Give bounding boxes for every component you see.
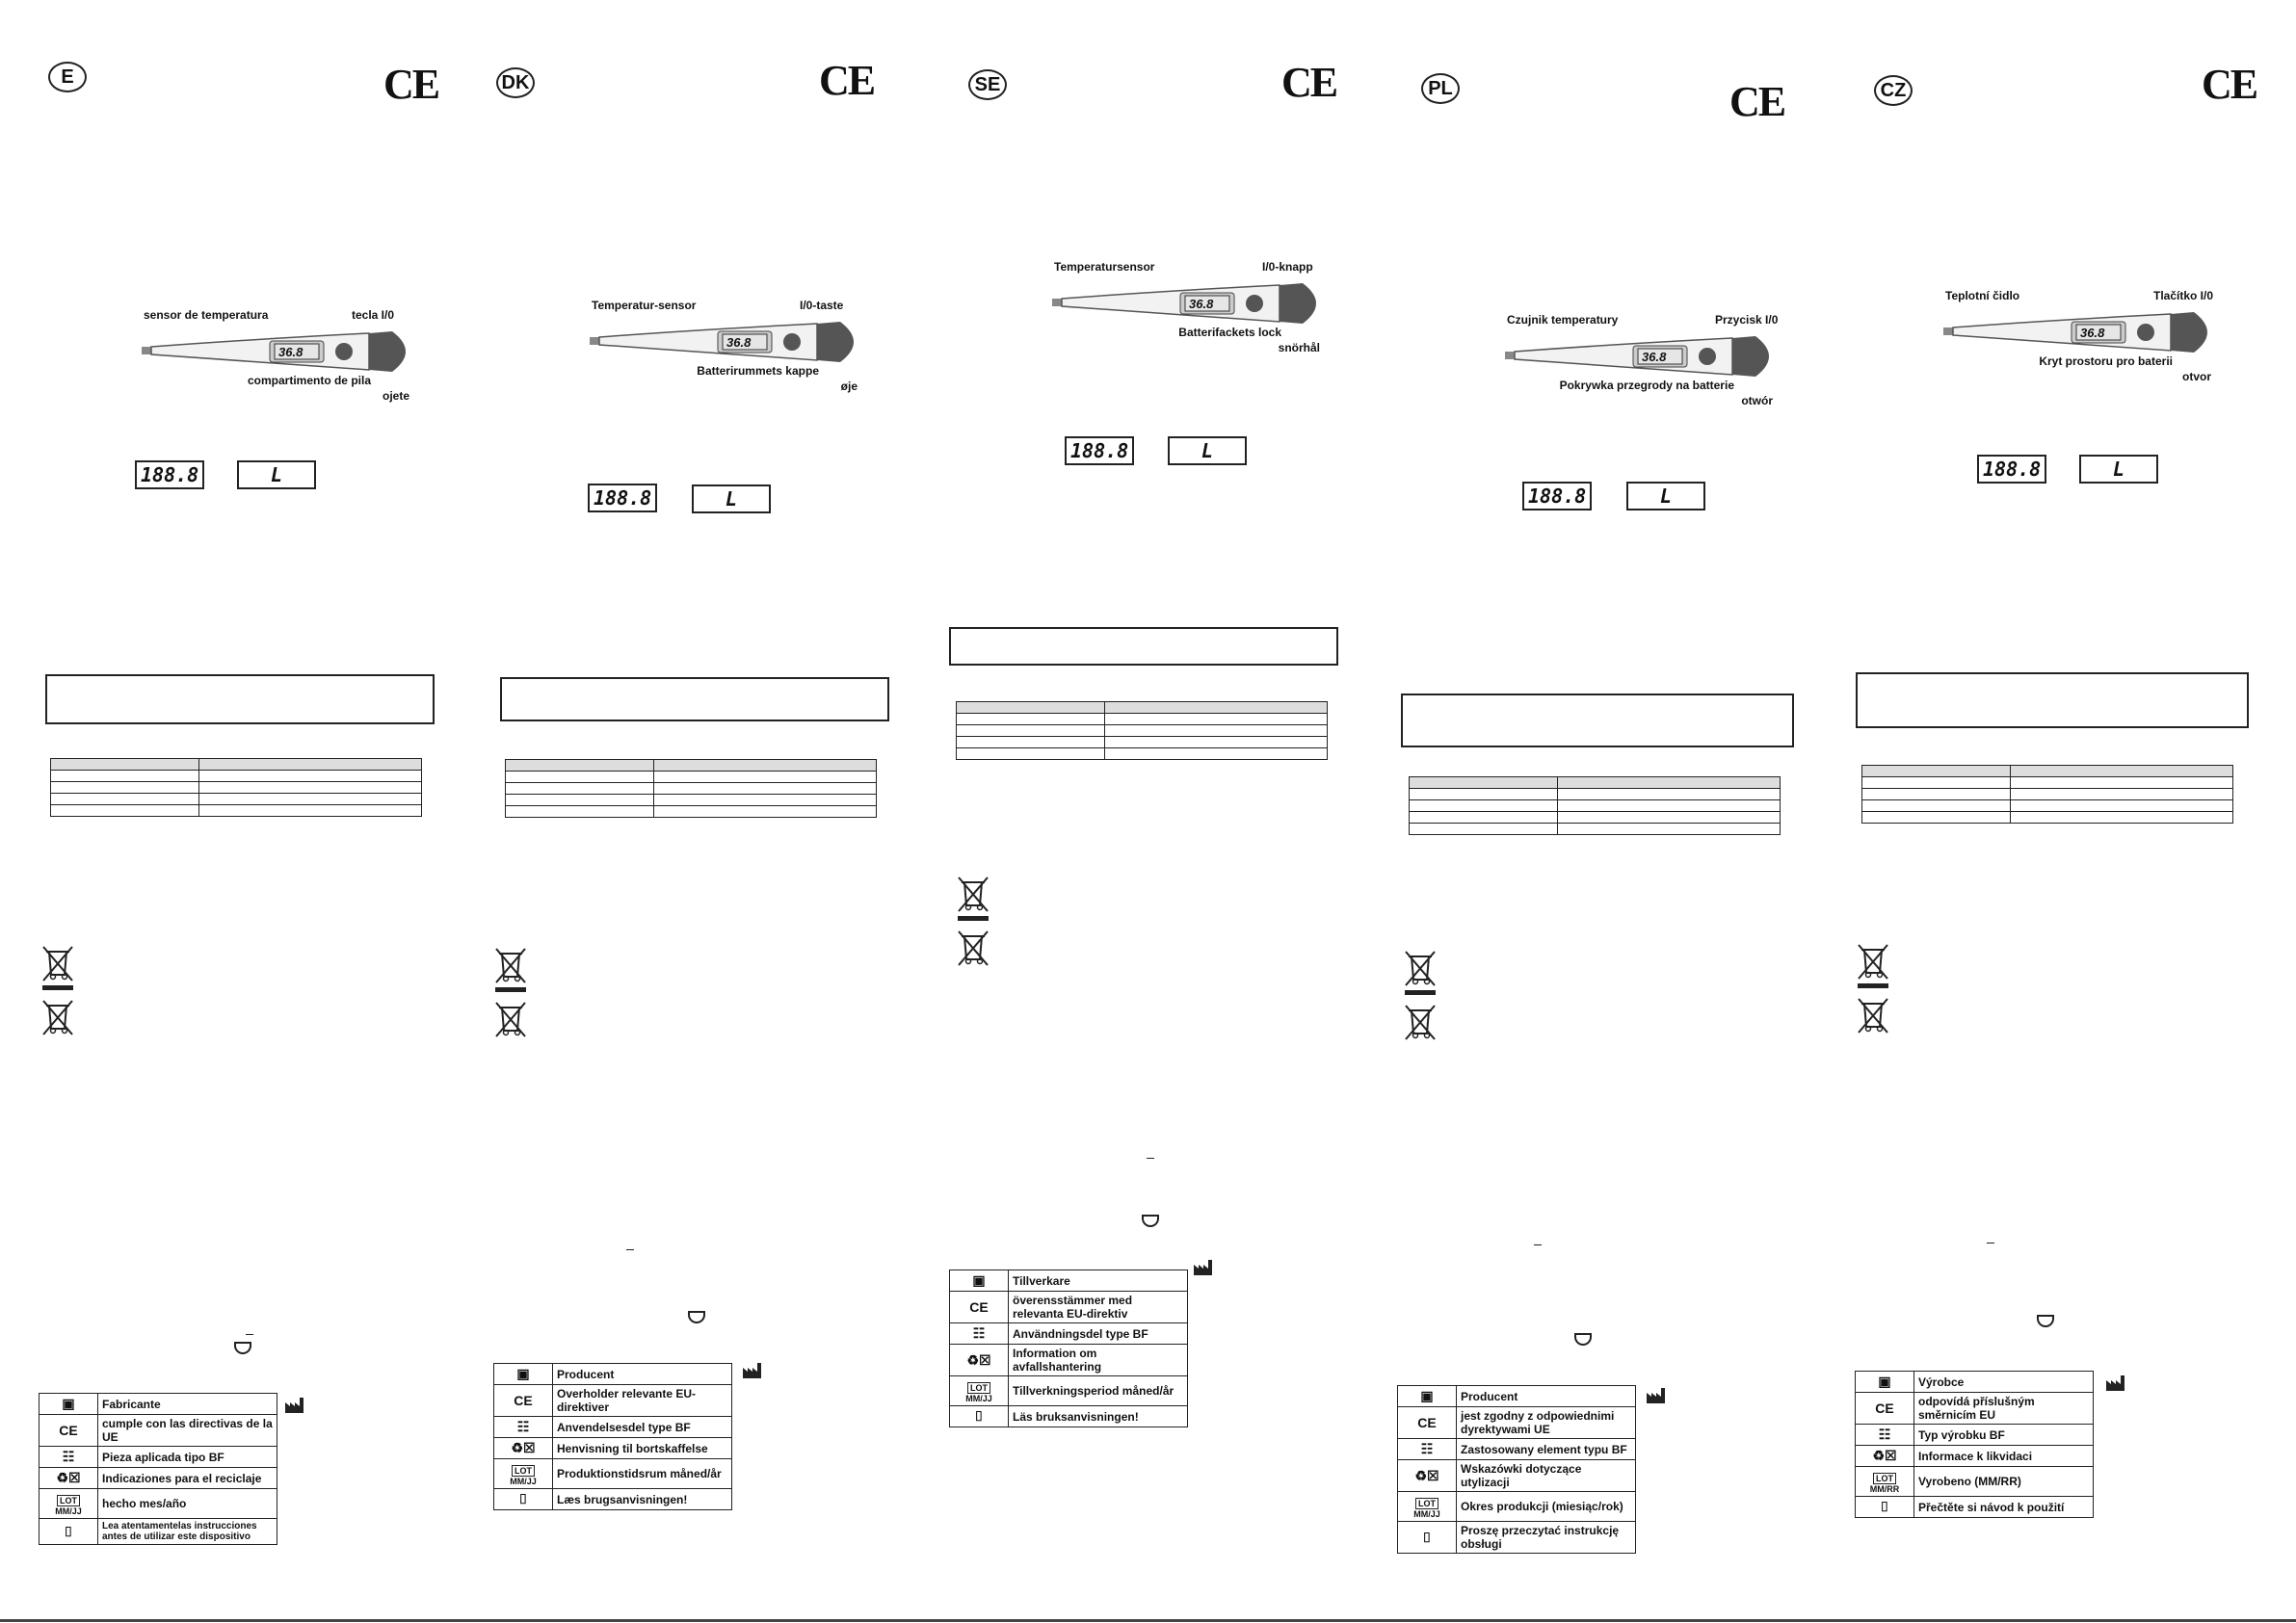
symbol-row xyxy=(40,1489,277,1519)
symbol-description: Typ výrobku BF xyxy=(1914,1425,2094,1446)
book-icon: ⌷ xyxy=(40,1519,98,1545)
table-cell xyxy=(654,806,877,818)
empty-heading-box xyxy=(1856,672,2249,728)
symbol-description: Läs bruksanvisningen! xyxy=(1009,1406,1188,1427)
factory-icon: ▣ xyxy=(40,1394,98,1415)
date-code-label: MM/JJ xyxy=(965,1394,992,1403)
symbol-row xyxy=(494,1417,732,1438)
spec-table xyxy=(1409,776,1781,835)
symbol-row xyxy=(40,1394,277,1415)
lcd-low-indicator: L xyxy=(2079,455,2158,484)
table-row xyxy=(957,702,1328,714)
recycle-bin-icon: ♻☒ xyxy=(40,1468,98,1489)
language-badge: DK xyxy=(496,67,535,98)
symbol-description: Henvisning til bortskaffelse xyxy=(553,1438,732,1459)
symbols-legend-table xyxy=(949,1270,1188,1427)
symbols-legend-table xyxy=(39,1393,277,1545)
symbol-description: Producent xyxy=(1457,1386,1636,1407)
thermometer-display-reading: 36.8 xyxy=(1642,350,1667,364)
label-button: tecla I/0 xyxy=(352,308,395,322)
symbol-row xyxy=(494,1459,732,1489)
table-cell xyxy=(51,759,199,771)
table-cell xyxy=(1105,725,1328,737)
date-code-label: MM/JJ xyxy=(55,1506,82,1516)
table-row xyxy=(51,771,422,782)
table-cell xyxy=(1558,812,1781,824)
symbol-description: Læs brugsanvisningen! xyxy=(553,1489,732,1510)
symbol-row xyxy=(1856,1372,2094,1393)
label-battery-cover: Kryt prostoru pro baterii xyxy=(2039,354,2173,368)
symbol-row xyxy=(950,1345,1188,1376)
lot-icon xyxy=(494,1459,553,1489)
table-cell xyxy=(1410,777,1558,789)
lcd-full-segments: 188.8 xyxy=(588,484,657,512)
symbol-description: Wskazówki dotyczące utylizacji xyxy=(1457,1460,1636,1492)
weee-bin-bar-icon xyxy=(1856,942,1890,990)
label-button: Tlačítko I/0 xyxy=(2153,289,2214,302)
label-sensor: Temperatursensor xyxy=(1054,260,1155,274)
symbol-row xyxy=(494,1489,732,1510)
symbols-legend-table xyxy=(493,1363,732,1510)
table-cell xyxy=(1558,800,1781,812)
symbol-description: Vyrobeno (MM/RR) xyxy=(1914,1467,2094,1497)
table-row xyxy=(1862,812,2233,824)
symbol-row xyxy=(950,1270,1188,1292)
thermometer-diagram xyxy=(1503,313,1782,409)
table-cell xyxy=(1862,777,2011,789)
label-sensor: Teplotní čidlo xyxy=(1945,289,2020,302)
factory-icon: ▣ xyxy=(494,1364,553,1385)
bf-person-icon: ☷ xyxy=(1398,1439,1457,1460)
ce-icon: CE xyxy=(1856,1393,1914,1425)
lot-icon xyxy=(950,1376,1009,1406)
symbol-description: Produktionstidsrum måned/år xyxy=(553,1459,732,1489)
spec-table xyxy=(1861,765,2233,824)
table-cell xyxy=(957,748,1105,760)
lcd-low-indicator: L xyxy=(1168,436,1247,465)
table-cell xyxy=(654,783,877,795)
label-button: Przycisk I/0 xyxy=(1715,313,1779,327)
symbol-row xyxy=(950,1292,1188,1323)
table-row xyxy=(1410,800,1781,812)
table-cell xyxy=(1862,800,2011,812)
recycle-bin-icon: ♻☒ xyxy=(1856,1446,1914,1467)
symbols-legend-table xyxy=(1855,1371,2094,1518)
language-column-se xyxy=(906,0,1359,1623)
language-badge: PL xyxy=(1421,73,1460,104)
weee-bin-bar-icon xyxy=(956,875,990,923)
empty-heading-box xyxy=(1401,694,1794,747)
lot-icon xyxy=(1398,1492,1457,1522)
language-badge: SE xyxy=(968,69,1007,100)
recycle-bin-icon: ♻☒ xyxy=(950,1345,1009,1376)
ce-mark: CE xyxy=(819,57,875,104)
cup-mark-icon xyxy=(1574,1333,1592,1346)
symbol-row xyxy=(494,1385,732,1417)
book-icon: ⌷ xyxy=(950,1406,1009,1427)
date-code-label: MM/JJ xyxy=(510,1477,537,1486)
table-cell xyxy=(199,759,422,771)
symbol-description: Lea atentamentelas instrucciones antes de utilizar este dispositivo xyxy=(98,1519,277,1545)
table-cell xyxy=(1105,714,1328,725)
symbol-row xyxy=(40,1468,277,1489)
label-eyelet: snörhål xyxy=(1278,341,1320,354)
symbol-row xyxy=(1856,1393,2094,1425)
dash-mark xyxy=(1534,1244,1542,1245)
weee-bin-bar-icon xyxy=(40,944,75,992)
table-row xyxy=(957,725,1328,737)
weee-bin-bar-icon xyxy=(1403,949,1438,997)
book-icon: ⌷ xyxy=(1856,1497,1914,1518)
table-cell xyxy=(199,794,422,805)
label-eyelet: otvor xyxy=(2182,370,2211,383)
language-badge: CZ xyxy=(1874,75,1913,106)
label-button: I/0-taste xyxy=(800,299,844,312)
table-cell xyxy=(957,725,1105,737)
dash-mark xyxy=(246,1334,253,1335)
table-row xyxy=(506,760,877,772)
bf-person-icon: ☷ xyxy=(950,1323,1009,1345)
lcd-full-segments: 188.8 xyxy=(1065,436,1134,465)
table-cell xyxy=(506,760,654,772)
table-row xyxy=(51,782,422,794)
table-cell xyxy=(1862,812,2011,824)
table-cell xyxy=(199,771,422,782)
symbol-row xyxy=(1398,1492,1636,1522)
label-sensor: Czujnik temperatury xyxy=(1507,313,1619,327)
date-code-label: MM/RR xyxy=(1869,1484,1900,1494)
symbols-legend-table xyxy=(1397,1385,1636,1554)
lcd-full-segments: 188.8 xyxy=(1522,482,1592,510)
thermometer-display-reading: 36.8 xyxy=(1189,297,1214,311)
thermometer-diagram xyxy=(588,299,867,395)
recycle-bin-icon: ♻☒ xyxy=(494,1438,553,1459)
symbol-description: Zastosowany element typu BF xyxy=(1457,1439,1636,1460)
weee-bin-icon xyxy=(1403,1003,1438,1043)
thermometer-diagram xyxy=(140,308,419,405)
table-cell xyxy=(1558,789,1781,800)
spec-table xyxy=(50,758,422,817)
table-row xyxy=(51,794,422,805)
table-cell xyxy=(654,760,877,772)
factory-icon xyxy=(2105,1374,2126,1397)
book-icon: ⌷ xyxy=(494,1489,553,1510)
language-column-dk xyxy=(453,0,906,1623)
factory-icon: ▣ xyxy=(1856,1372,1914,1393)
table-row xyxy=(1410,824,1781,835)
label-eyelet: otwór xyxy=(1741,394,1773,407)
table-cell xyxy=(2011,789,2233,800)
symbol-row xyxy=(1856,1425,2094,1446)
table-cell xyxy=(2011,800,2233,812)
symbol-row xyxy=(40,1415,277,1447)
weee-bin-bar-icon xyxy=(493,946,528,994)
factory-icon: ▣ xyxy=(950,1270,1009,1292)
table-cell xyxy=(1410,824,1558,835)
table-cell xyxy=(506,772,654,783)
lot-label: LOT xyxy=(1873,1473,1896,1484)
cup-mark-icon xyxy=(234,1342,251,1354)
cup-mark-icon xyxy=(688,1311,705,1323)
table-row xyxy=(51,759,422,771)
table-cell xyxy=(654,772,877,783)
book-icon: ⌷ xyxy=(1398,1522,1457,1554)
symbol-description: Pieza aplicada tipo BF xyxy=(98,1447,277,1468)
recycle-bin-icon: ♻☒ xyxy=(1398,1460,1457,1492)
lot-label: LOT xyxy=(57,1495,80,1506)
bf-person-icon: ☷ xyxy=(494,1417,553,1438)
lcd-low-indicator: L xyxy=(692,484,771,513)
table-cell xyxy=(957,737,1105,748)
table-row xyxy=(1862,800,2233,812)
symbol-description: Tillverkare xyxy=(1009,1270,1188,1292)
factory-icon xyxy=(742,1362,763,1384)
ce-icon: CE xyxy=(494,1385,553,1417)
ce-icon: CE xyxy=(40,1415,98,1447)
table-cell xyxy=(506,806,654,818)
symbol-description: Okres produkcji (miesiąc/rok) xyxy=(1457,1492,1636,1522)
symbol-row xyxy=(1856,1446,2094,1467)
symbol-description: Proszę przeczytać instrukcję obsługi xyxy=(1457,1522,1636,1554)
table-cell xyxy=(1862,789,2011,800)
weee-bin-icon xyxy=(40,998,75,1038)
bf-person-icon: ☷ xyxy=(1856,1425,1914,1446)
symbol-row xyxy=(40,1519,277,1545)
dash-mark xyxy=(1147,1158,1154,1159)
cup-mark-icon xyxy=(1142,1215,1159,1227)
symbol-row xyxy=(950,1376,1188,1406)
table-cell xyxy=(2011,777,2233,789)
language-column-cz xyxy=(1811,0,2264,1623)
weee-bin-icon xyxy=(493,1000,528,1040)
label-battery-cover: Batterirummets kappe xyxy=(697,364,819,378)
lot-label: LOT xyxy=(1415,1498,1438,1509)
lcd-full-segments: 188.8 xyxy=(1977,455,2046,484)
table-cell xyxy=(51,782,199,794)
thermometer-diagram xyxy=(1050,260,1330,356)
bf-person-icon: ☷ xyxy=(40,1447,98,1468)
symbol-row xyxy=(494,1364,732,1385)
symbol-description: Indicaziones para el reciclaje xyxy=(98,1468,277,1489)
thermometer-diagram xyxy=(1941,289,2221,385)
symbol-description: Overholder relevante EU-direktiver xyxy=(553,1385,732,1417)
table-cell xyxy=(1558,824,1781,835)
table-row xyxy=(1410,812,1781,824)
lcd-low-indicator: L xyxy=(237,460,316,489)
table-row xyxy=(506,795,877,806)
table-row xyxy=(506,806,877,818)
symbol-row xyxy=(1398,1439,1636,1460)
table-cell xyxy=(51,771,199,782)
table-cell xyxy=(506,795,654,806)
ce-mark: CE xyxy=(2202,61,2257,108)
table-cell xyxy=(1105,737,1328,748)
symbol-row xyxy=(950,1406,1188,1427)
symbol-description: Tillverkningsperiod måned/år xyxy=(1009,1376,1188,1406)
table-row xyxy=(51,805,422,817)
bottom-rule xyxy=(0,1619,2296,1622)
table-cell xyxy=(1105,748,1328,760)
language-column-pl xyxy=(1359,0,1811,1623)
symbol-description: Anvendelsesdel type BF xyxy=(553,1417,732,1438)
date-code-label: MM/JJ xyxy=(1413,1509,1440,1519)
symbol-description: Přečtěte si návod k použití xyxy=(1914,1497,2094,1518)
lcd-full-segments: 188.8 xyxy=(135,460,204,489)
table-row xyxy=(1862,789,2233,800)
table-row xyxy=(1410,789,1781,800)
symbol-description: Výrobce xyxy=(1914,1372,2094,1393)
symbol-description: jest zgodny z odpowiednimi dyrektywami UE xyxy=(1457,1407,1636,1439)
label-eyelet: ojete xyxy=(382,389,409,403)
language-column-e xyxy=(0,0,453,1623)
label-eyelet: øje xyxy=(840,380,858,393)
ce-icon: CE xyxy=(1398,1407,1457,1439)
lot-icon xyxy=(40,1489,98,1519)
label-button: I/0-knapp xyxy=(1262,260,1313,274)
table-cell xyxy=(1862,766,2011,777)
table-cell xyxy=(199,805,422,817)
table-cell xyxy=(654,795,877,806)
symbol-description: cumple con las directivas de la UE xyxy=(98,1415,277,1447)
symbol-description: Producent xyxy=(553,1364,732,1385)
weee-bin-icon xyxy=(1856,996,1890,1036)
cup-mark-icon xyxy=(2037,1315,2054,1327)
symbol-row xyxy=(494,1438,732,1459)
ce-mark: CE xyxy=(1281,59,1337,106)
table-cell xyxy=(957,702,1105,714)
ce-mark: CE xyxy=(383,61,439,108)
table-cell xyxy=(1410,789,1558,800)
symbol-row xyxy=(1398,1407,1636,1439)
table-row xyxy=(506,783,877,795)
table-row xyxy=(957,748,1328,760)
table-cell xyxy=(957,714,1105,725)
lot-label: LOT xyxy=(967,1382,990,1394)
symbol-row xyxy=(950,1323,1188,1345)
symbol-row xyxy=(40,1447,277,1468)
weee-bin-icon xyxy=(956,929,990,969)
ce-icon: CE xyxy=(950,1292,1009,1323)
table-row xyxy=(957,737,1328,748)
symbol-row xyxy=(1856,1497,2094,1518)
spec-table xyxy=(956,701,1328,760)
table-cell xyxy=(2011,766,2233,777)
lot-icon xyxy=(1856,1467,1914,1497)
table-cell xyxy=(199,782,422,794)
factory-icon xyxy=(284,1397,305,1419)
table-cell xyxy=(1410,812,1558,824)
table-cell xyxy=(1105,702,1328,714)
factory-icon xyxy=(1193,1259,1214,1281)
empty-heading-box xyxy=(949,627,1338,666)
thermometer-display-reading: 36.8 xyxy=(278,345,303,359)
thermometer-display-reading: 36.8 xyxy=(726,335,752,350)
symbol-description: överensstämmer med relevanta EU-direktiv xyxy=(1009,1292,1188,1323)
factory-icon: ▣ xyxy=(1398,1386,1457,1407)
table-row xyxy=(1862,777,2233,789)
lot-label: LOT xyxy=(512,1465,535,1477)
symbol-description: odpovídá příslušným směrnicím EU xyxy=(1914,1393,2094,1425)
label-battery-cover: Batterifackets lock xyxy=(1178,326,1281,339)
empty-heading-box xyxy=(500,677,889,721)
factory-icon xyxy=(1646,1387,1667,1409)
table-row xyxy=(506,772,877,783)
symbol-row xyxy=(1398,1386,1636,1407)
symbol-row xyxy=(1398,1460,1636,1492)
ce-mark: CE xyxy=(1729,78,1785,125)
table-cell xyxy=(506,783,654,795)
label-sensor: sensor de temperatura xyxy=(144,308,269,322)
thermometer-display-reading: 36.8 xyxy=(2080,326,2105,340)
empty-heading-box xyxy=(45,674,435,724)
table-cell xyxy=(2011,812,2233,824)
table-cell xyxy=(1558,777,1781,789)
label-battery-cover: compartimento de pila xyxy=(247,374,371,387)
lcd-low-indicator: L xyxy=(1626,482,1705,510)
symbol-row xyxy=(1856,1467,2094,1497)
symbol-description: hecho mes/año xyxy=(98,1489,277,1519)
table-row xyxy=(1862,766,2233,777)
table-cell xyxy=(51,805,199,817)
symbol-description: Informace k likvidaci xyxy=(1914,1446,2094,1467)
table-row xyxy=(957,714,1328,725)
spec-table xyxy=(505,759,877,818)
label-battery-cover: Pokrywka przegrody na batterie xyxy=(1559,379,1734,392)
table-cell xyxy=(51,794,199,805)
dash-mark xyxy=(626,1249,634,1250)
symbol-description: Information om avfallshantering xyxy=(1009,1345,1188,1376)
language-badge: E xyxy=(48,62,87,92)
table-cell xyxy=(1410,800,1558,812)
label-sensor: Temperatur-sensor xyxy=(592,299,697,312)
table-row xyxy=(1410,777,1781,789)
symbol-description: Användningsdel type BF xyxy=(1009,1323,1188,1345)
symbol-description: Fabricante xyxy=(98,1394,277,1415)
symbol-row xyxy=(1398,1522,1636,1554)
